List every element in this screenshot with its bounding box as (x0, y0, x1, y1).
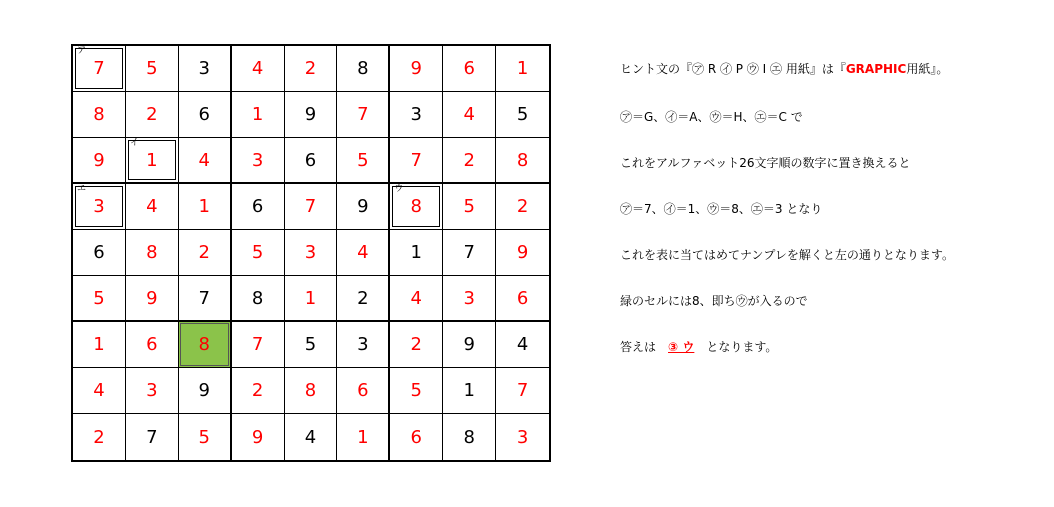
cell-value: 7 (251, 334, 264, 355)
cell-value: 1 (516, 58, 529, 79)
sudoku-cell-r3c5 (285, 138, 338, 184)
cell-value: 1 (304, 287, 317, 309)
sudoku-cell-r1c6 (337, 46, 390, 92)
cell-value: 4 (146, 196, 158, 217)
sudoku-cell-r3c4 (232, 138, 285, 184)
sudoku-cell-r5c2 (126, 230, 179, 276)
cell-value: 6 (516, 287, 529, 309)
cell-value: 8 (357, 58, 369, 79)
cell-value: 6 (93, 242, 105, 263)
cell-value: 5 (410, 380, 422, 401)
cell-value: 2 (516, 196, 529, 217)
sudoku-cell-r8c8 (443, 368, 496, 414)
cell-value: 8 (516, 149, 529, 171)
sudoku-cell-r8c3 (179, 368, 232, 414)
sudoku-cell-r1c8 (443, 46, 496, 92)
cell-value: 3 (146, 380, 158, 401)
sudoku-cell-r6c2 (126, 276, 179, 322)
cell-value: 8 (463, 426, 475, 448)
cell-value: 2 (93, 426, 105, 448)
sudoku-cell-r6c4 (232, 276, 285, 322)
sudoku-cell-r9c2 (126, 414, 179, 460)
cell-value: 5 (463, 196, 475, 217)
sudoku-cell-r8c7 (390, 368, 443, 414)
sudoku-cell-r4c7 (390, 184, 443, 230)
cell-value: 5 (357, 149, 369, 171)
cell-value: 8 (410, 196, 422, 217)
cell-value: 1 (251, 104, 264, 125)
cell-value: 2 (410, 334, 422, 355)
sudoku-cell-r2c4 (232, 92, 285, 138)
sudoku-cell-r7c3 (179, 322, 232, 368)
cell-value: 9 (93, 149, 105, 171)
cell-value: 4 (357, 242, 369, 263)
sudoku-cell-r5c7 (390, 230, 443, 276)
cell-value: 6 (463, 58, 475, 79)
sudoku-cell-r2c1 (73, 92, 126, 138)
cell-value: 8 (198, 334, 210, 355)
cell-value: 8 (146, 242, 158, 263)
cell-value: 4 (198, 149, 210, 171)
sudoku-cell-r7c2 (126, 322, 179, 368)
cell-value: 6 (304, 149, 317, 171)
note-line-1-pre: ヒント文の『㋐ R ㋑ P ㋒ I ㋓ 用紙』は『 (620, 62, 846, 76)
cell-value: 9 (198, 380, 210, 401)
sudoku-cell-r4c3 (179, 184, 232, 230)
sudoku-cell-r2c7 (390, 92, 443, 138)
cell-value: 9 (304, 104, 317, 125)
cell-value: 2 (251, 380, 264, 401)
note-line-1-highlight: GRAPHIC (845, 62, 907, 76)
cell-marker: ウ (394, 184, 404, 194)
cell-value: 7 (516, 380, 529, 401)
note-line-1 (620, 60, 948, 77)
note-line-3: これをアルファベット26文字順の数字に置き換えると (620, 156, 911, 170)
sudoku-cell-r8c4 (232, 368, 285, 414)
sudoku-cell-r1c5 (285, 46, 338, 92)
note-line-1-post: 用紙』。 (906, 62, 949, 76)
sudoku-cell-r3c2 (126, 138, 179, 184)
sudoku-cell-r7c9 (496, 322, 549, 368)
sudoku-cell-r4c2 (126, 184, 179, 230)
cell-value: 8 (93, 104, 105, 125)
cell-value: 1 (357, 426, 369, 448)
sudoku-cell-r5c1 (73, 230, 126, 276)
sudoku-cell-r9c8 (443, 414, 496, 460)
answer-value: ③ ウ (668, 340, 695, 354)
note-line-2: ㋐＝G、㋑＝A、㋒＝H、㋓＝C で (620, 110, 803, 124)
sudoku-cell-r7c1 (73, 322, 126, 368)
cell-value: 4 (463, 104, 475, 125)
sudoku-cell-r3c9 (496, 138, 549, 184)
cell-value: 2 (304, 58, 317, 79)
sudoku-cell-r5c8 (443, 230, 496, 276)
sudoku-cell-r1c3 (179, 46, 232, 92)
cell-value: 4 (410, 287, 422, 309)
cell-value: 4 (304, 426, 317, 448)
cell-value: 5 (198, 426, 210, 448)
cell-value: 1 (93, 334, 105, 355)
cell-value: 8 (304, 380, 317, 401)
sudoku-cell-r5c4 (232, 230, 285, 276)
sudoku-cell-r5c9 (496, 230, 549, 276)
sudoku-cell-r7c8 (443, 322, 496, 368)
cell-value: 9 (463, 334, 475, 355)
sudoku-cell-r7c4 (232, 322, 285, 368)
sudoku-cell-r4c5 (285, 184, 338, 230)
cell-marker: ア (77, 46, 87, 56)
cell-value: 8 (251, 287, 264, 309)
sudoku-cell-r1c4 (232, 46, 285, 92)
sudoku-cell-r9c5 (285, 414, 338, 460)
cell-value: 1 (410, 242, 422, 263)
sudoku-cell-r2c8 (443, 92, 496, 138)
cell-value: 9 (410, 58, 422, 79)
cell-value: 4 (516, 334, 529, 355)
cell-value: 5 (304, 334, 317, 355)
cell-value: 9 (146, 287, 158, 309)
cell-value: 2 (146, 104, 158, 125)
cell-value: 2 (198, 242, 210, 263)
note-line-6: 緑のセルには8、即ち㋒が入るので (620, 294, 808, 308)
cell-value: 3 (198, 58, 210, 79)
sudoku-cell-r3c1 (73, 138, 126, 184)
sudoku-cell-r2c2 (126, 92, 179, 138)
sudoku-cell-r7c7 (390, 322, 443, 368)
cell-value: 6 (146, 334, 158, 355)
sudoku-cell-r1c2 (126, 46, 179, 92)
cell-value: 7 (357, 104, 369, 125)
sudoku-cell-r6c3 (179, 276, 232, 322)
sudoku-cell-r3c8 (443, 138, 496, 184)
answer-prefix: 答えは (620, 340, 657, 354)
note-line-7 (620, 338, 777, 355)
cell-value: 6 (357, 380, 369, 401)
cell-value: 7 (198, 287, 210, 309)
cell-value: 1 (198, 196, 210, 217)
sudoku-cell-r3c3 (179, 138, 232, 184)
sudoku-cell-r1c9 (496, 46, 549, 92)
sudoku-cell-r4c1 (73, 184, 126, 230)
sudoku-cell-r9c1 (73, 414, 126, 460)
cell-value: 4 (251, 58, 264, 79)
cell-value: 5 (516, 104, 529, 125)
sudoku-cell-r1c7 (390, 46, 443, 92)
sudoku-cell-r6c5 (285, 276, 338, 322)
cell-value: 2 (463, 149, 475, 171)
cell-marker: エ (77, 184, 87, 194)
cell-value: 3 (463, 287, 475, 309)
sudoku-cell-r6c8 (443, 276, 496, 322)
sudoku-cell-r6c9 (496, 276, 549, 322)
sudoku-cell-r8c6 (337, 368, 390, 414)
cell-value: 3 (410, 104, 422, 125)
sudoku-cell-r2c6 (337, 92, 390, 138)
cell-value: 7 (146, 426, 158, 448)
cell-value: 6 (410, 426, 422, 448)
sudoku-cell-r9c9 (496, 414, 549, 460)
cell-marker: イ (129, 138, 139, 148)
sudoku-cell-r1c1 (73, 46, 126, 92)
sudoku-grid (71, 44, 551, 462)
cell-value: 3 (516, 426, 529, 448)
sudoku-cell-r8c5 (285, 368, 338, 414)
sudoku-cell-r5c6 (337, 230, 390, 276)
sudoku-cell-r6c1 (73, 276, 126, 322)
sudoku-cell-r8c1 (73, 368, 126, 414)
sudoku-cell-r4c8 (443, 184, 496, 230)
cell-value: 1 (146, 149, 158, 171)
sudoku-cell-r4c4 (232, 184, 285, 230)
sudoku-cell-r2c3 (179, 92, 232, 138)
sudoku-cell-r4c9 (496, 184, 549, 230)
cell-value: 7 (410, 149, 422, 171)
sudoku-cell-r7c6 (337, 322, 390, 368)
sudoku-cell-r4c6 (337, 184, 390, 230)
sudoku-cell-r8c2 (126, 368, 179, 414)
cell-value: 9 (251, 426, 264, 448)
sudoku-cell-r3c7 (390, 138, 443, 184)
cell-value: 5 (146, 58, 158, 79)
cell-value: 5 (93, 287, 105, 309)
sudoku-cell-r6c6 (337, 276, 390, 322)
cell-value: 1 (463, 380, 475, 401)
sudoku-cell-r2c5 (285, 92, 338, 138)
cell-value: 3 (357, 334, 369, 355)
cell-value: 5 (251, 242, 264, 263)
cell-value: 6 (251, 196, 264, 217)
sudoku-cell-r6c7 (390, 276, 443, 322)
sudoku-cell-r9c4 (232, 414, 285, 460)
sudoku-cell-r5c3 (179, 230, 232, 276)
sudoku-cell-r9c7 (390, 414, 443, 460)
cell-value: 7 (93, 58, 105, 79)
cell-value: 2 (357, 287, 369, 309)
cell-value: 9 (357, 196, 369, 217)
note-line-4: ㋐＝7、㋑＝1、㋒＝8、㋓＝3 となり (620, 202, 823, 216)
cell-value: 7 (463, 242, 475, 263)
cell-value: 9 (516, 242, 529, 263)
note-line-5: これを表に当てはめてナンプレを解くと左の通りとなります。 (620, 248, 954, 262)
sudoku-cell-r5c5 (285, 230, 338, 276)
sudoku-cell-r2c9 (496, 92, 549, 138)
cell-value: 6 (198, 104, 210, 125)
sudoku-cell-r3c6 (337, 138, 390, 184)
sudoku-cell-r7c5 (285, 322, 338, 368)
sudoku-cell-r9c6 (337, 414, 390, 460)
cell-value: 3 (304, 242, 317, 263)
sudoku-cell-r8c9 (496, 368, 549, 414)
cell-value: 7 (304, 196, 317, 217)
cell-value: 3 (251, 149, 264, 171)
answer-suffix: となります。 (706, 340, 778, 354)
sudoku-cell-r9c3 (179, 414, 232, 460)
cell-value: 3 (93, 196, 105, 217)
cell-value: 4 (93, 380, 105, 401)
